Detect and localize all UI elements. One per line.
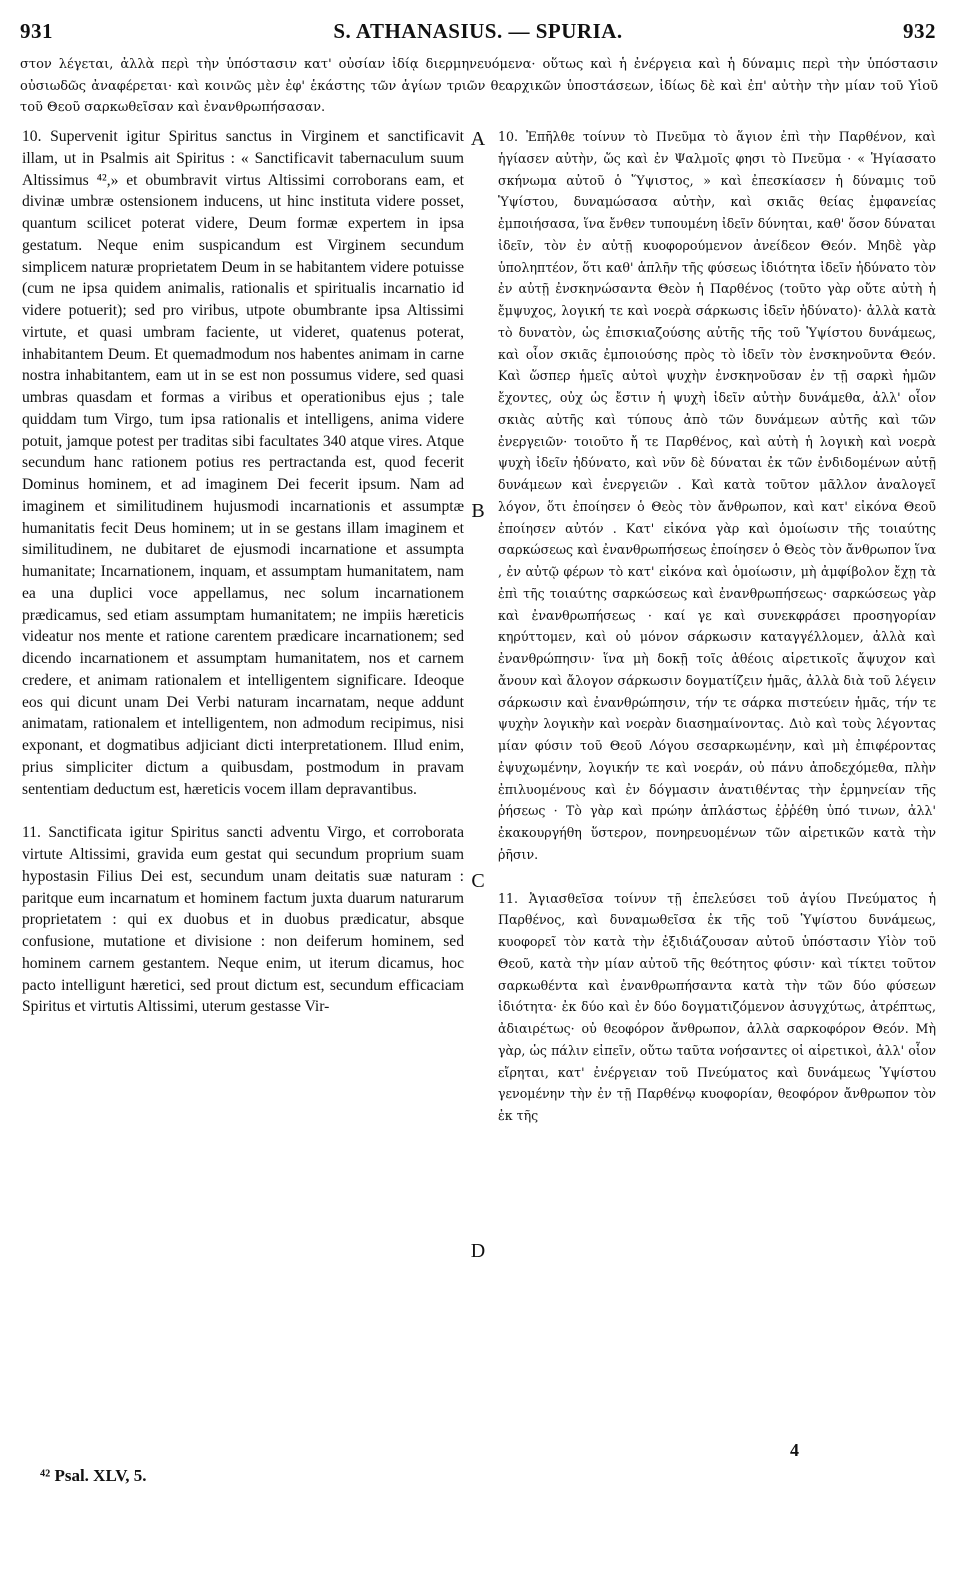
margin-marker-b: B — [471, 500, 485, 522]
margin-marker-d: D — [470, 1240, 486, 1262]
page-mark: 4 — [790, 1440, 799, 1460]
top-greek-paragraph — [20, 54, 938, 119]
page-number-left: 931 — [20, 18, 53, 43]
footnote: ⁴² Psal. XLV, 5. — [40, 1466, 147, 1485]
margin-marker-a: A — [470, 128, 486, 150]
greek-paragraph-10: 10. Ἐπῆλθε τοίνυν τὸ Πνεῦμα τὸ ἅγιον ἐπὶ τὴν Παρθένον, καὶ ἡγίασεν αὐτὴν, ὥς καὶ ἐν Ψαλμοῖς φησι τὸ Πνεῦμα · « Ἡγίασατο σκήνωμα αὐτοῦ ὁ Ὕψιστος, » καὶ ἐπεσκίασεν ἡ δύναμις τοῦ Ὑψίστου, δυναμώσασα αὐτὴν, καὶ σκιᾶς θείας ἐμφανείας ἐμποιήσασα, ἵνα ἔνθεν τυπουμένη ἰδεῖν δύνηται, καθ' ὅσον δύναται ἰδεῖν, τὸν ἐν αὐτῇ κυοφορούμενον ἀνείδεον Θεόν. Μηδὲ γὰρ ὑποληπτέον, ὅτι καθ' ἁπλῆν τῆς φύσεως ἰδιότητα ἰδεῖν ἠδύνατο τὸν ἐν αὐτῇ ἐνσκηνώσαντα Θεὸν ἡ Παρθένος (τοῦτο γὰρ οὔτε αὐτὴ ἡ ἔμψυχος, λογική τε καὶ νοερὰ σάρκωσις ἰδεῖν ἠδύνατο)· ἀλλὰ κατὰ τὸ δυνατὸν, ὡς ἐπισκιαζούσης αὐτῆς τῆς τοῦ Ὑψίστου δυνάμεως, καὶ οἷον σκιᾶς ἐμποιούσης πρὸς τὸ ἰδεῖν τὸν ἐνσκηνοῦντα Θεόν. Καὶ ὥσπερ ἡμεῖς αὐτοὶ ψυχὴν ἐνσκηνοῦσαν ἐν τῇ σαρκὶ ἡμῶν ἔχοντες, οὐχ ὡς ἔστιν ἡ ψυχὴ ἰδεῖν αὐτὴν δυνάμεθα, ἀλλ' οἷον σκιὰς αὐτῆς καὶ τύπους ἀπὸ τῶν δυνάμεων αὐτῆς καὶ τῶν ἐνεργειῶν· τοιοῦτο ἤ τε Παρθένος, καὶ αὐτὴ ἡ λογικὴ καὶ νοερὰ ψυχὴ ἰδεῖν ἠδύνατο, καὶ νῦν δὲ δύναται ἐκ τῶν ἐνδιδομένων αὐτῇ δυνάμεων καὶ ἐνεργειῶν . Καὶ κατὰ τοῦτον μᾶλλον ἀναλογεῖ λόγον, ὅτι ἐποίησεν ὁ Θεὸς τὸν ἄνθρωπον, καὶ κατ' εἰκόνα Θεοῦ ἐποίησεν αὐτόν . Κατ' εἰκόνα γὰρ καὶ ὁμοίωσιν τῆς τοιαύτης σαρκώσεως καὶ ἐνανθρωπήσεως ἐποίησεν ὁ Θεὸς τὸν ἄνθρωπον ἵνα , ἐν αὐτῷ φέρων τὸ κατ' εἰκόνα καὶ ὁμοίωσιν, μὴ ἀμφίβολον ἔχῃ τὰ ἐπὶ τῆς τοιαύτης σαρκώσεως καὶ ἐνανθρωπήσεως· σαρκώσεως γὰρ καὶ ἐνανθρωπήσεως · καί γε καὶ συνεκφράσει προσηγορίαν κηρύττομεν, καὶ οὐ μόνον σάρκωσιν καταγγέλλομεν, ἀλλὰ καὶ ἐνανθρώπησιν· ἵνα μὴ δοκῇ τοῖς ἀθέοις αἱρετικοῖς ἄψυχον καὶ ἄνουν καὶ ἄλογον σάρκωσιν δογματίζειν ἡμᾶς, ἀλλὰ διὰ τοῦ λέγειν σάρκωσιν καὶ ἐνανθρώπησιν, τήν τε σάρκα πιστεύειν ἡμᾶς, τήν τε ψυχὴν λογικὴν καὶ νοερὰν διασημαίνοντας. Διὸ καὶ τοὺς λέγοντας μίαν φύσιν τοῦ Θεοῦ Λόγου σεσαρκωμένην, καὶ μὴ ἐπιφέροντας ἐψυχωμένην, λογικήν τε καὶ νοεράν, οὐ πάνυ ἀποδεχόμεθα, πλὴν ἐπιλυομένους καὶ ἐν δόγμασιν ἀνατιθέντας τὴν ἑρμηνείαν τῆς ῥήσεως · Τὸ γὰρ καὶ πρώην ἁπλάστως ἐῤῥέθη ὑπό τινων, ἀλλ' ἐκακουργήθη ὕστερον, πονηρευομένων τῶν αἱρετικῶν κατὰ τὴν ῥῆσιν. — [498, 129, 936, 862]
margin-marker-c: C — [471, 870, 485, 892]
page-header — [20, 18, 936, 44]
latin-paragraph-11: 11. Sanctificata igitur Spiritus sancti adventu Virgo, et corroborata virtute Altissimi, gravida eum gestat qui secundum proprium suam hypostasin Filius Dei est, secundum unam deitatis suæ naturam : paritque eum incarnatum et hominem factum juxta duarum naturarum proprietatem : qui ex duobus et in duobus prædicatur, absque confusione, mutatione et divisione : non deiferum hominem, sed hominem carnem gestantem. Neque enim, ut iterum dicamus, hoc pacto intelligunt hæretici, sed prout dictum est, secundum efficaciam Spiritus et virtutis Altissimi, uterum gestasse Vir- — [22, 824, 464, 1016]
running-title: S. ATHANASIUS. — SPURIA. — [333, 18, 623, 43]
greek-paragraph-11: 11. Ἁγιασθεῖσα τοίνυν τῇ ἐπελεύσει τοῦ ἁγίου Πνεύματος ἡ Παρθένος, καὶ δυναμωθεῖσα ἐκ τῆς τοῦ Ὑψίστου δυνάμεως, κυοφορεῖ τὸν κατὰ τὴν ἐξιδιάζουσαν αὐτοῦ ὑπόστασιν Υἱὸν τοῦ Θεοῦ, κατὰ τὴν μίαν αὐτοῦ τῆς θεότητος φύσιν· καὶ τίκτει τοῦτον σαρκωθέντα καὶ ἐνανθρωπήσαντα κατὰ τὴν τῶν δύο φύσεων ἰδιότητα· ἐκ δύο καὶ ἐν δύο δογματιζόμενον ἀσυγχύτως, ἀτρέπτως, ἀδιαιρέτως· οὐ θεοφόρον ἄνθρωπον, ἀλλὰ σαρκοφόρον Θεόν. Μὴ γὰρ, ὡς πάλιν εἰπεῖν, οὕτω ταῦτα νοήσαντες οἱ αἱρετικοὶ, ἀλλ' οἷον εἴρηται, κατ' ἐνέργειαν τοῦ Πνεύματος καὶ δυνάμεως Ὑψίστου γενομένην τὴν ἐν τῇ Παρθένῳ κυοφορίαν, θεοφόρον ἄνθρωπον τὸν ἐκ τῆς — [498, 890, 936, 1123]
page-number-right: 932 — [903, 18, 936, 43]
greek-column — [498, 126, 936, 1127]
latin-column — [22, 126, 464, 1018]
latin-paragraph-10: 10. Supervenit igitur Spiritus sanctus in Virginem et sanctificavit illam, ut in Psalmis ait Spiritus : « Sanctificavit tabernaculum suum Altissimus ⁴²,» et obumbravit virtus Altissimi corroborans eam, et divinæ umbræ ostensionem inducens, ut hinc instituta videre posset, quantum scilicet poterat videre, Deum formæ expertem in ipsa gestatum. Neque enim suspicandum est Virginem secundum simplicem naturæ proprietatem Deum in se habitantem videre potuisse (cum ne ipsa quidem animalis, rationalis et spiritualis incarnatio id videre potuerit); sed pro viribus, utpote obumbrante ipsa Altissimi virtute, et quasi umbram faciente, ut videret, quatenus poterat, inhabitantem Deum. Et quemadmodum nos habentes animam in carne nostra inhabitantem, eam ut in se est non possumus videre, sed quasi umbras quasdam et formas a viribus et operationibus ejus ; tale quiddam tum Virgo, tum ipsa rationalis et intelligens, anima videre potuit, jamque potest per traditas sibi facultates 340 atque vires. Atque secundum hanc rationem potius res pertractanda est, quod fecerit Dominus hominem, et ad imaginem Dei fecerit ipsum. Nam ad imaginem et similitudinem hujusmodi incarnationis et assumptæ humanitatis fecit Deus hominem; ut in se gestans illam imaginem et similitudinem, ne dubitaret de ejusmodi incarnatione et assumpta humanitate; Incarnationem, inquam, et assumptam humanitatem, nam ea una duplici voce appellamus, nec solum incarnationem prædicamus, sed etiam assumptam humanitatem; ne impiis hæreticis videatur nos mente et ratione carentem prædicare incarnationem; sed dicendo incarnationem et assumptam humanitatem, nos et carnem credere, et animam rationalem et intelligentem significare. Ideoque eos qui dicunt unam Dei Verbi naturam incarnatam, neque addunt animatam, rationalem et intelligentem, non admodum recipimus, nisi exponant, et dogmatibus adjiciant dicti interpretationem. Illud enim, prius simpliciter dictum a quibusdam, postmodum in pravam sententiam deductum est, hæreticis vocem illam depravantibus. — [22, 128, 464, 798]
top-greek-text: στον λέγεται, ἀλλὰ περὶ τὴν ὑπόστασιν κατ' οὐσίαν ἰδίᾳ διερμηνευόμενα· οὕτως καὶ ἡ ἐνέργεια καὶ ἡ δύναμις περὶ τὴν ὑπόστασιν οὐσιωδῶς ἀναφέρεται· καὶ κοινῶς μὲν ἐφ' ἑκάστης τῶν ἁγίων τριῶν θεαρχικῶν ὑποστάσεων, ἰδίως δὲ καὶ ἐπ' αὐτὴν τὴν μίαν τοῦ Υἱοῦ τοῦ Θεοῦ σαρκωθεῖσαν καὶ ἐνανθρωπήσασαν. — [20, 57, 938, 116]
